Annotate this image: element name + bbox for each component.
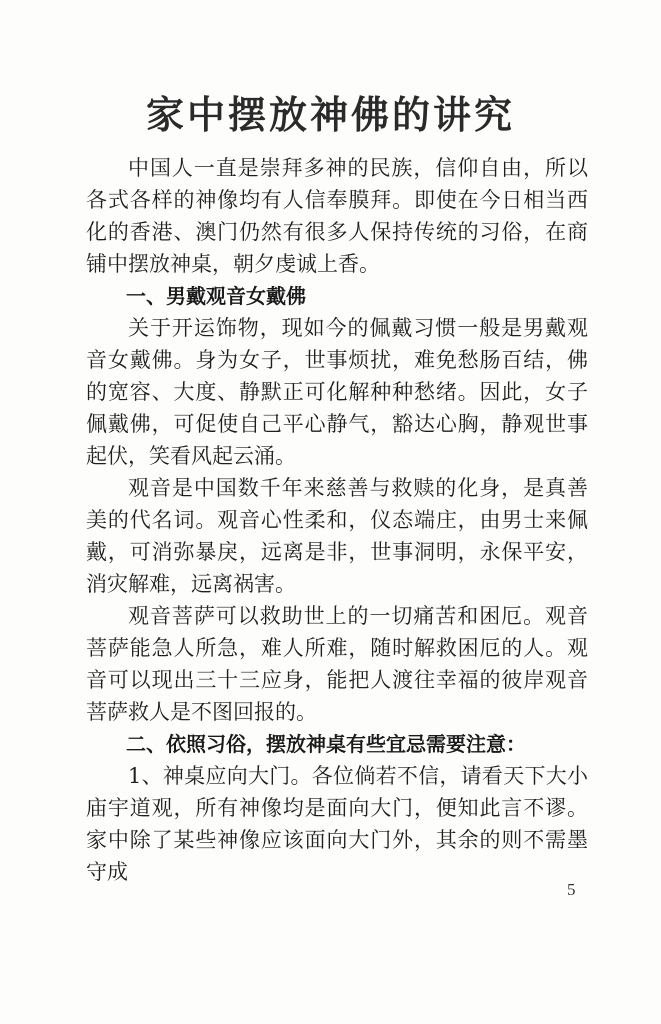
section-heading-1: 一、男戴观音女戴佛 (126, 284, 306, 308)
article-body (86, 152, 588, 888)
paragraph-3: 观音菩萨可以救助世上的一切痛苦和困厄。观音菩萨能急人所急，难人所难，随时解救困厄的人。观音可以现出三十三应身，能把人渡往幸福的彼岸观音菩萨救人是不图回报的。 (86, 604, 588, 724)
paragraph-1: 关于开运饰物，现如今的佩戴习惯一般是男戴观音女戴佛。身为女子，世事烦扰，难免愁肠百结，佛的宽容、大度、静默正可化解种种愁绪。因此，女子佩戴佛，可促使自己平心静气，豁达心胸，静观世事起伏，笑看风起云涌。 (86, 316, 588, 468)
paragraph-intro: 中国人一直是崇拜多神的民族，信仰自由，所以各式各样的神像均有人信奉膜拜。即使在今日相当西化的香港、澳门仍然有很多人保持传统的习俗，在商铺中摆放神桌，朝夕虔诚上香。 (86, 156, 588, 276)
page-number: 5 (567, 880, 576, 899)
section-heading-2: 二、依照习俗，摆放神桌有些宜忌需要注意： (126, 732, 526, 756)
paragraph-2: 观音是中国数千年来慈善与救赎的化身，是真善美的代名词。观音心性柔和，仪态端庄，由男士来佩戴，可消弥暴戾，远离是非，世事洞明，永保平安，消灾解难，远离祸害。 (86, 476, 588, 596)
page-title: 家中摆放神佛的讲究 (145, 93, 515, 137)
paragraph-4: 1、神桌应向大门。各位倘若不信，请看天下大小庙宇道观，所有神像均是面向大门，便知此言不谬。家中除了某些神像应该面向大门外，其余的则不需墨守成 (86, 764, 588, 884)
